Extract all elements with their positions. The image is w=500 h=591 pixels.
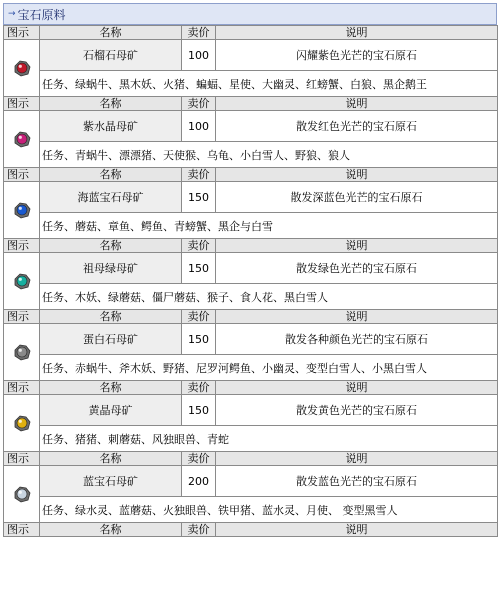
header-name-label: 名称 (40, 239, 182, 253)
header-icon-label: 图示 (4, 168, 40, 182)
gem-description: 散发各种颜色光芒的宝石原石 (216, 324, 498, 355)
header-icon-label: 图示 (4, 523, 40, 537)
header-price-label: 卖价 (182, 168, 216, 182)
gem-description: 散发红色光芒的宝石原石 (216, 111, 498, 142)
header-price-label: 卖价 (182, 97, 216, 111)
header-icon-label: 图示 (4, 26, 40, 40)
header-icon-label: 图示 (4, 310, 40, 324)
gem-drop-sources: 任务、青蜗牛、漂漂猪、天使猴、乌龟、小白雪人、野狼、狼人 (40, 142, 498, 168)
gem-drop-sources: 任务、蘑菇、章鱼、鳄鱼、青螃蟹、黑企与白雪 (40, 213, 498, 239)
header-row (4, 26, 498, 40)
gem-price: 100 (182, 40, 216, 71)
header-row (4, 452, 498, 466)
gem-drop-sources: 任务、绿水灵、蓝蘑菇、火独眼兽、铁甲猪、蓝水灵、月使、 变型黑雪人 (40, 497, 498, 523)
gem-icon-cell (4, 324, 40, 381)
header-desc-label: 说明 (216, 97, 498, 111)
header-desc-label: 说明 (216, 310, 498, 324)
gem-info-row (4, 111, 498, 142)
gem-name: 祖母绿母矿 (40, 253, 182, 284)
header-name-label: 名称 (40, 523, 182, 537)
gem-price: 150 (182, 395, 216, 426)
header-desc-label: 说明 (216, 168, 498, 182)
gem-description: 闪耀紫色光芒的宝石原石 (216, 40, 498, 71)
header-icon-label: 图示 (4, 452, 40, 466)
gem-drops-row (4, 71, 498, 97)
gem-icon-cell (4, 253, 40, 310)
gem-materials-panel (3, 3, 497, 537)
gem-icon-cell (4, 182, 40, 239)
header-price-label: 卖价 (182, 26, 216, 40)
aquamarine-gem-icon (12, 200, 32, 220)
gem-description: 散发黄色光芒的宝石原石 (216, 395, 498, 426)
opal-gem-icon (12, 342, 32, 362)
sapphire-gem-icon (12, 484, 32, 504)
gem-icon-cell (4, 111, 40, 168)
gem-drops-row (4, 426, 498, 452)
header-name-label: 名称 (40, 381, 182, 395)
header-name-label: 名称 (40, 310, 182, 324)
red-gem-icon (12, 58, 32, 78)
header-desc-label: 说明 (216, 452, 498, 466)
gem-drops-row (4, 355, 498, 381)
gem-name: 紫水晶母矿 (40, 111, 182, 142)
gem-drops-row (4, 142, 498, 168)
header-price-label: 卖价 (182, 452, 216, 466)
gem-info-row (4, 466, 498, 497)
gem-info-row (4, 40, 498, 71)
gem-name: 蓝宝石母矿 (40, 466, 182, 497)
gem-drop-sources: 任务、木妖、绿蘑菇、僵尸蘑菇、猴子、食人花、黑白雪人 (40, 284, 498, 310)
header-icon-label: 图示 (4, 381, 40, 395)
header-name-label: 名称 (40, 97, 182, 111)
header-price-label: 卖价 (182, 310, 216, 324)
header-row (4, 239, 498, 253)
header-name-label: 名称 (40, 452, 182, 466)
header-icon-label: 图示 (4, 239, 40, 253)
gem-name: 蛋白石母矿 (40, 324, 182, 355)
gem-name: 黄晶母矿 (40, 395, 182, 426)
section-title: 宝石原料 (17, 7, 66, 22)
gem-drop-sources: 任务、赤蜗牛、斧木妖、野猪、尼罗河鳄鱼、小幽灵、变型白雪人、小黑白雪人 (40, 355, 498, 381)
gem-description: 散发蓝色光芒的宝石原石 (216, 466, 498, 497)
header-row (4, 523, 498, 537)
header-row (4, 97, 498, 111)
gem-drops-row (4, 284, 498, 310)
gem-info-row (4, 182, 498, 213)
gem-price: 150 (182, 182, 216, 213)
gem-info-row (4, 253, 498, 284)
gem-price: 100 (182, 111, 216, 142)
header-row (4, 310, 498, 324)
gem-drop-sources: 任务、绿蜗牛、黑木妖、火猪、蝙蝠、星使、大幽灵、红螃蟹、白狼、黑企鹅王 (40, 71, 498, 97)
header-desc-label: 说明 (216, 26, 498, 40)
header-row (4, 168, 498, 182)
header-name-label: 名称 (40, 26, 182, 40)
emerald-gem-icon (12, 271, 32, 291)
header-price-label: 卖价 (182, 239, 216, 253)
header-icon-label: 图示 (4, 97, 40, 111)
header-price-label: 卖价 (182, 523, 216, 537)
gem-info-row (4, 324, 498, 355)
gem-price: 150 (182, 324, 216, 355)
gem-description: 散发深蓝色光芒的宝石原石 (216, 182, 498, 213)
gem-icon-cell (4, 395, 40, 452)
header-desc-label: 说明 (216, 381, 498, 395)
header-desc-label: 说明 (216, 239, 498, 253)
gem-name: 海蓝宝石母矿 (40, 182, 182, 213)
gem-drops-row (4, 213, 498, 239)
gem-icon-cell (4, 466, 40, 523)
section-title-bar (3, 3, 497, 25)
gem-table (3, 25, 498, 537)
gem-icon-cell (4, 40, 40, 97)
gem-description: 散发绿色光芒的宝石原石 (216, 253, 498, 284)
gem-info-row (4, 395, 498, 426)
header-row (4, 381, 498, 395)
gem-name: 石榴石母矿 (40, 40, 182, 71)
gem-drops-row (4, 497, 498, 523)
topaz-gem-icon (12, 413, 32, 433)
header-price-label: 卖价 (182, 381, 216, 395)
header-desc-label: 说明 (216, 523, 498, 537)
gem-price: 200 (182, 466, 216, 497)
gem-drop-sources: 任务、猪猪、刺蘑菇、风独眼兽、青蛇 (40, 426, 498, 452)
header-name-label: 名称 (40, 168, 182, 182)
gem-price: 150 (182, 253, 216, 284)
arrow-icon: → (8, 9, 16, 19)
purple-gem-icon (12, 129, 32, 149)
